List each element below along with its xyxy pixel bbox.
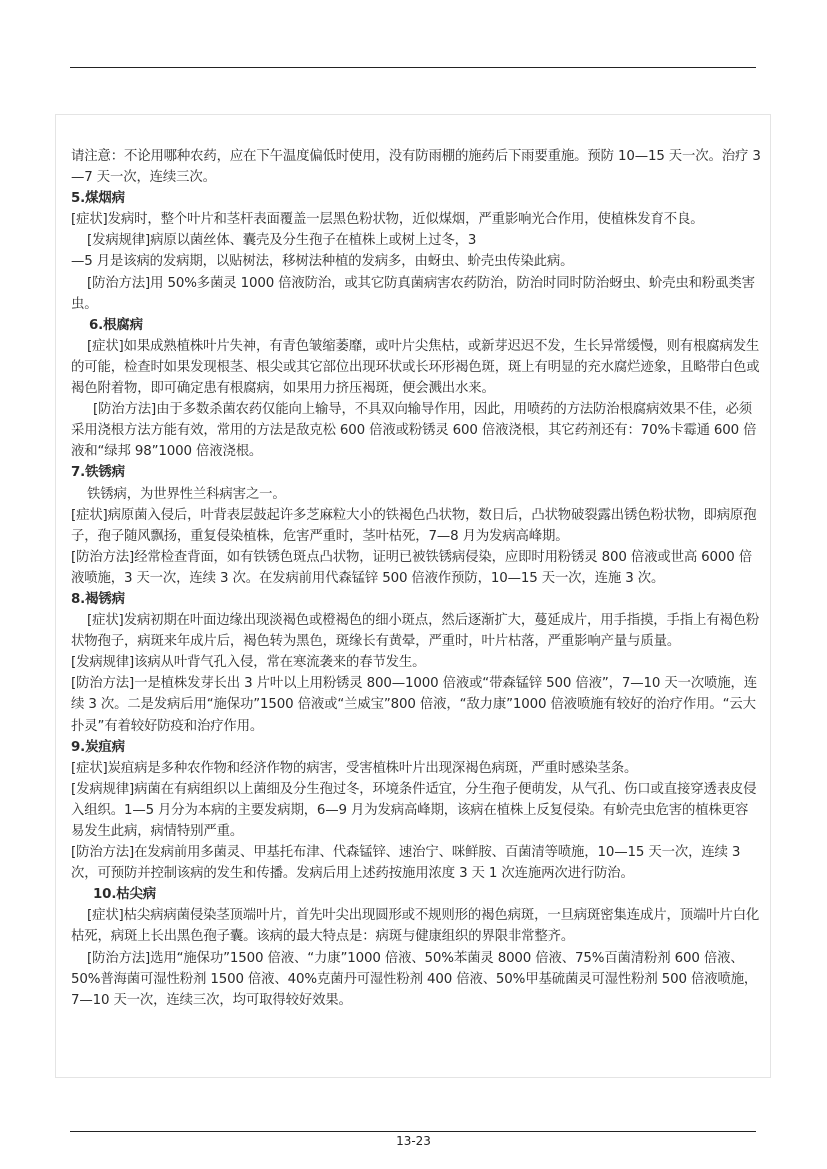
paragraph: [症状]如果成熟植株叶片失神，有青色皱缩萎靡，或叶片尖焦枯，或新芽迟迟不发，生长异常缓慢，则有根腐病发生的可能，检查时如果发现根茎、根尖或其它部位出现环状或长环形褐色斑，斑上有明显的充水腐烂迹象，且略带白色或褐色附着物，即可确定患有根腐病，如果用力挤压褐斑，便会溅出水来。 [71,338,760,397]
paragraph: [防治方法]在发病前用多菌灵、甲基托布津、代森锰锌、速治宁、咪鲜胺、百菌清等喷施，10—15 天一次，连续 3 次，可预防并控制该病的发生和传播。发病后用上述药按施用浓度 3 天 1 次连施两次进行防治。 [71,845,741,882]
paragraph: [症状]枯尖病病菌侵染茎顶端叶片，首先叶尖出现圆形或不规则形的褐色病斑，一旦病斑密集连成片，顶端叶片白化枯死，病斑上长出黑色孢子囊。该病的最大特点是：病斑与健康组织的界限非常整齐。 [71,908,760,945]
paragraph: [症状]炭疽病是多种农作物和经济作物的病害，受害植株叶片出现深褐色病斑，严重时感染茎条。 [71,760,638,776]
paragraph: [防治方法]选用“施保功”1500 倍液、“力康”1000 倍液、50%苯菌灵 8000 倍液、75%百菌清粉剂 600 倍液、50%普海菌可湿性粉剂 1500 倍液、40%克菌丹可湿性粉剂 400 倍液、50%甲基硫菌灵可湿性粉剂 500 倍液喷施，7—10 天一次，连续三次，均可取得较好效果。 [71,950,758,1008]
paragraph: [防治方法]由于多数杀菌农药仅能向上输导，不具双向输导作用，因此，用喷药的方法防治根腐病效果不佳，必须采用浇根方法方能有效，常用的方法是敌克松 600 倍液或粉锈灵 600 倍液浇根，其它药剂还有：70%卡霉通 600 倍液和“绿邦 98”1000 倍液浇根。 [71,402,757,460]
paragraph: [发病规律]病原以菌丝体、囊壳及分生孢子在植株上或树上过冬，3 [87,233,477,249]
header-rule [70,67,756,68]
section-heading: 8.褐锈病 [71,591,125,607]
paragraph: 铁锈病，为世界性兰科病害之一。 [87,486,286,502]
paragraph: [防治方法]用 50%多菌灵 1000 倍液防治，或其它防真菌病害农药防治，防治时同时防治蚜虫、蚧壳虫和粉虱类害虫。 [71,275,755,312]
paragraph: [发病规律]病菌在有病组织以上菌细及分生孢过冬，环境条件适宜，分生孢子便萌发，从气孔、伤口或直接穿透表皮侵入组织。1—5 月分为本病的主要发病期，6—9 月为发病高峰期，该病在植株上反复侵染。有蚧壳虫危害的植株更容易发生此病，病情特别严重。 [71,781,757,839]
paragraph: [防治方法]一是植株发芽长出 3 片叶以上用粉锈灵 800—1000 倍液或“带森锰锌 500 倍液”，7—10 天一次喷施，连续 3 次。二是发病后用“施保功”1500 倍液或“兰威宝”800 倍液，“敌力康”1000 倍液喷施有较好的治疗作用。“云大扑灵”有着较好防疫和治疗作用。 [71,676,758,734]
paragraph: [发病规律]该病从叶背气孔入侵，常在寒流袭来的春节发生。 [71,655,426,671]
section-heading: 6.根腐病 [89,317,143,333]
paragraph: [防治方法]经常检查背面，如有铁锈色斑点凸状物，证明已被铁锈病侵染，应即时用粉锈灵 800 倍液或世高 6000 倍液喷施，3 天一次，连续 3 次。在发病前用代森锰锌 500 倍液作预防，10—15 天一次，连施 3 次。 [71,549,752,586]
section-heading: 9.炭疽病 [71,739,125,755]
paragraph: [症状]发病时，整个叶片和茎杆表面覆盖一层黑色粉状物，近似煤烟，严重影响光合作用，使植株发育不良。 [71,212,704,228]
section-heading: 7.铁锈病 [71,465,125,481]
section-heading: 10.枯尖病 [93,887,156,903]
footer-rule [70,1131,756,1132]
paragraph: —5 月是该病的发病期，以贴树法，移树法种植的发病多，由蚜虫、蚧壳虫传染此病。 [71,254,574,270]
paragraph: [症状]发病初期在叶面边缘出现淡褐色或橙褐色的细小斑点，然后逐渐扩大，蔓延成片，用手指摸，手指上有褐色粉状物孢子，病斑来年成片后，褐色转为黑色，斑缘长有黄晕，严重时，叶片枯落，严重影响产量与质量。 [71,613,760,650]
page-body [71,146,761,1011]
section-heading: 5.煤烟病 [71,191,125,207]
paragraph: [症状]病原菌入侵后，叶背表层鼓起许多芝麻粒大小的铁褐色凸状物，数日后，凸状物破裂露出锈色粉状物，即病原孢子，孢子随风飘扬，重复侵染植株，危害严重时，茎叶枯死，7—8 月为发病高峰期。 [71,507,757,544]
page-number: 13-23 [396,1134,431,1148]
paragraph: 请注意：不论用哪种农药，应在下午温度偏低时使用，没有防雨棚的施药后下雨要重施。预防 10—15 天一次。治疗 3—7 天一次，连续三次。 [71,149,761,186]
